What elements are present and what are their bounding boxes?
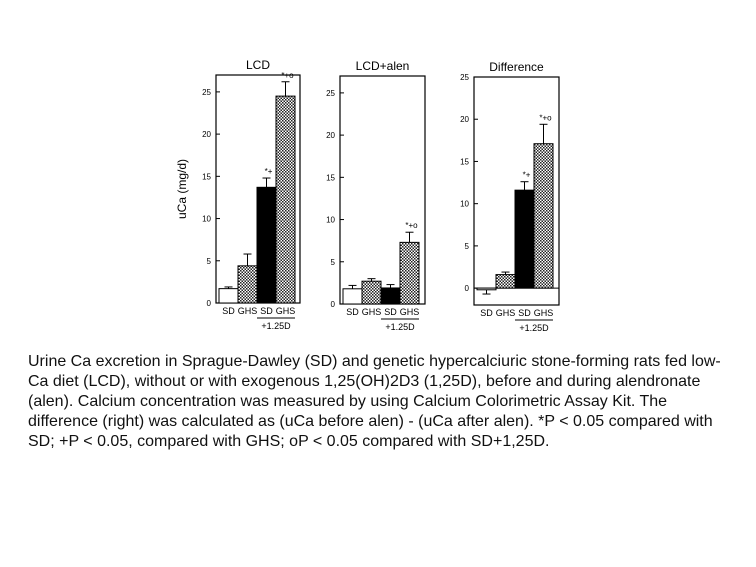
panel-2-ytick-label-4: 20 [326, 131, 335, 141]
panel-1-bar-1 [219, 289, 238, 303]
panel-3-ytick-label-2: 10 [460, 199, 469, 209]
panel-2-category-4: GHS [399, 307, 420, 317]
panel-2-ytick-label-3: 15 [326, 173, 335, 183]
panel-2-group-label: +1.25D [385, 322, 415, 332]
panel-1-ytick-label-5: 25 [202, 87, 211, 97]
panel-1-ytick-label-2: 10 [202, 214, 211, 224]
panel-1-annotation-4: *+o [281, 70, 294, 80]
panel-2-title: LCD+alen [355, 59, 410, 73]
panel-3-annotation-4: *+o [539, 113, 552, 123]
panel-3-category-2: GHS [495, 308, 516, 318]
panel-3-ytick-label-1: 5 [464, 241, 469, 251]
panel-1-group-label: +1.25D [261, 321, 291, 331]
panel-2-ytick-label-1: 5 [330, 257, 335, 267]
panel-3-ytick-label-5: 25 [460, 73, 469, 82]
panel-1-category-3: SD [260, 306, 273, 316]
panel-1-category-4: GHS [275, 306, 296, 316]
panel-2-category-1: SD [346, 307, 359, 317]
panel-1-annotation-3: *+ [264, 167, 273, 177]
panel-2-ytick-label-2: 10 [326, 215, 335, 225]
panel-3-annotation-3: *+ [522, 170, 531, 180]
panel-3-title: Difference [489, 60, 544, 74]
panel-2-ytick-label-0: 0 [330, 300, 335, 309]
panel-1-bar-3 [257, 187, 276, 303]
panel-1-ytick-label-4: 20 [202, 130, 211, 140]
panel-2-ytick-label-5: 25 [326, 88, 335, 98]
panel-2-bar-1 [343, 289, 362, 304]
panel-3-bar-1 [477, 288, 496, 290]
panel-1-bar-4 [276, 96, 295, 303]
panel-3-category-3: SD [518, 308, 531, 318]
panel-3-group-label: +1.25D [519, 323, 549, 333]
panel-1-category-2: GHS [237, 306, 258, 316]
panel-3-category-1: SD [480, 308, 493, 318]
panel-2-category-3: SD [384, 307, 397, 317]
panel-3-ytick-label-0: 0 [464, 284, 469, 294]
panel-3-bar-2 [496, 275, 515, 289]
panel-1-ylabel: uCa (mg/d) [175, 158, 189, 220]
panel-3-bar-3 [515, 190, 534, 288]
panel-2-category-2: GHS [361, 307, 382, 317]
figure-caption: Urine Ca excretion in Sprague-Dawley (SD) and genetic hypercalciuric stone-forming rats fed low-Ca diet (LCD), without or with exogenous 1,25(OH)2D3 (1,25D), before and during alendronate (alen). Calcium concentration was measured by using Calcium Colorimetric Assay Kit. The difference (right) was calculated as (uCa before alen) - (uCa after alen). *P < 0.05 compared with SD; +P < 0.05, compared with GHS; oP < 0.05 compared with SD+1,25D. [28, 353, 721, 450]
panel-1-ytick-label-1: 5 [206, 256, 211, 266]
panel-1-category-1: SD [222, 306, 235, 316]
panel-1-bar-2 [238, 266, 257, 303]
panel-2-bar-2 [362, 281, 381, 304]
panel-3-ytick-label-4: 20 [460, 115, 469, 125]
panel-3-category-4: GHS [533, 308, 554, 318]
panel-2-annotation-4: *+o [405, 221, 418, 231]
panel-1-title: LCD [245, 58, 271, 72]
panel-3-ytick-label-3: 15 [460, 157, 469, 167]
panel-2-bar-4 [400, 242, 419, 304]
panel-1-ytick-label-0: 0 [206, 299, 211, 308]
panel-1-ytick-label-3: 15 [202, 172, 211, 182]
panel-2-bar-3 [381, 288, 400, 304]
panel-3-bar-4 [534, 144, 553, 288]
